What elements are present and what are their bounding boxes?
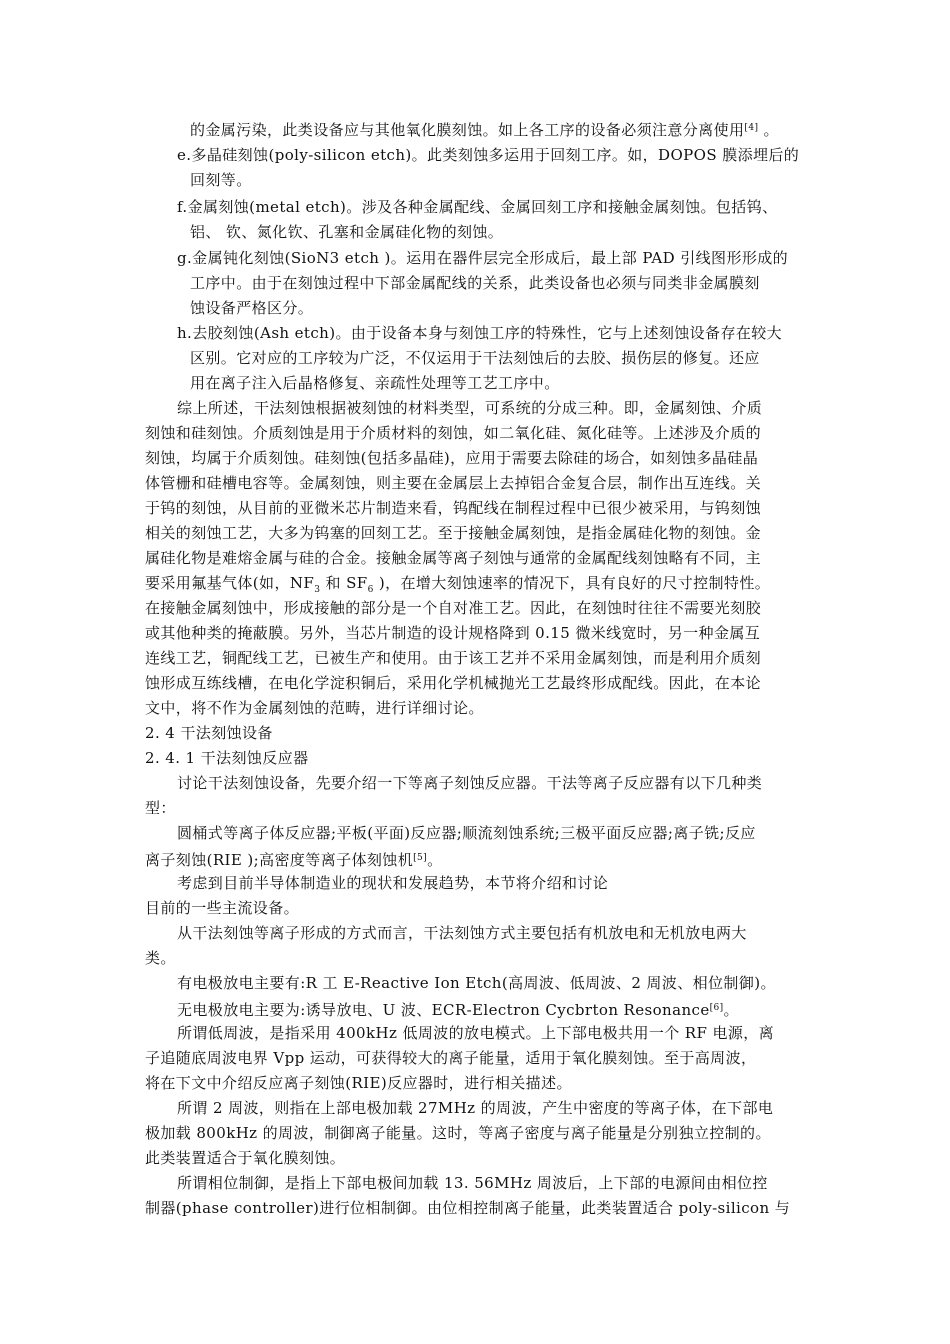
text-line: 类。 bbox=[145, 949, 176, 967]
text-line: 体管栅和硅槽电容等。金属刻蚀，则主要在金属层上去掉铝合金复合层，制作出互连线。关 bbox=[145, 474, 762, 492]
paragraph-start: 圆桶式等离子体反应器;平板(平面)反应器;顺流刻蚀系统;三极平面反应器;离子铣;反应 bbox=[177, 824, 756, 842]
citation-ref: [5] bbox=[413, 853, 428, 863]
text-line: 铝、 钦、氮化钦、孔塞和金属硅化物的刻蚀。 bbox=[190, 223, 504, 241]
text-line: 于钨的刻蚀，从目前的亚微米芯片制造来看，钨配线在制程过程中已很少被采用，与钨刻蚀 bbox=[145, 499, 762, 517]
paragraph-start: 有电极放电主要有:R 工 E-Reactive Ion Etch(高周波、低周波、2 周波、相位制御)。 bbox=[177, 974, 776, 992]
text-line: 在接触金属刻蚀中，形成接触的部分是一个自对准工艺。因此，在刻蚀时往往不需要光刻胶 bbox=[145, 599, 762, 617]
text-line: 将在下文中介绍反应离子刻蚀(RIE)反应器时，进行相关描述。 bbox=[145, 1074, 572, 1092]
text-line: 用在离子注入后晶格修复、亲疏性处理等工艺工序中。 bbox=[190, 374, 560, 392]
citation-ref: [6] bbox=[709, 1003, 724, 1013]
text-line: 蚀设备严格区分。 bbox=[190, 299, 314, 317]
text-line: 工序中。由于在刻蚀过程中下部金属配线的关系，此类设备也必须与同类非金属膜刻 bbox=[190, 274, 760, 292]
text-line: 的金属污染，此类设备应与其他氧化膜刻蚀。如上各工序的设备必须注意分离使用[4] 。 bbox=[190, 121, 779, 139]
subsection-heading: 2. 4. 1 干法刻蚀反应器 bbox=[145, 749, 309, 767]
text-line: 极加载 800kHz 的周波，制御离子能量。这时，等离子密度与离子能量是分别独立控制的。 bbox=[145, 1124, 771, 1142]
text-line: 区别。它对应的工序较为广泛，不仅运用于干法刻蚀后的去胶、损伤层的修复。还应 bbox=[190, 349, 760, 367]
paragraph-start: 从干法刻蚀等离子形成的方式而言，干法刻蚀方式主要包括有机放电和无机放电两大 bbox=[177, 924, 747, 942]
text-line: 刻蚀，均属于介质刻蚀。硅刻蚀(包括多晶硅)，应用于需要去除硅的场合，如刻蚀多晶硅晶 bbox=[145, 449, 759, 467]
text-line: 连线工艺，铜配线工艺，已被生产和使用。由于该工艺并不采用金属刻蚀，而是利用介质刻 bbox=[145, 649, 762, 667]
list-item-g: g.金属钝化刻蚀(SioN3 etch )。运用在器件层完全形成后，最上部 PAD 引线图形形成的 bbox=[177, 249, 789, 267]
text-line: 型： bbox=[145, 799, 176, 817]
subscript: 6 bbox=[367, 585, 374, 595]
paragraph-start: 所谓低周波，是指采用 400kHz 低周波的放电模式。上下部电极共用一个 RF 电源，离 bbox=[177, 1024, 775, 1042]
list-item-e: e.多晶硅刻蚀(poly-silicon etch)。此类刻蚀多运用于回刻工序。如，DOPOS 膜添埋后的 bbox=[177, 146, 800, 164]
text-line: 蚀形成互练线槽，在电化学淀积铜后，采用化学机械抛光工艺最终形成配线。因此，在本论 bbox=[145, 674, 762, 692]
text-line: 刻蚀和硅刻蚀。介质刻蚀是用于介质材料的刻蚀，如二氧化硅、氮化硅等。上述涉及介质的 bbox=[145, 424, 762, 442]
text-line: 属硅化物是难熔金属与硅的合金。接触金属等离子刻蚀与通常的金属配线刻蚀略有不同，主 bbox=[145, 549, 762, 567]
paragraph-start: 所谓 2 周波，则指在上部电极加载 27MHz 的周波，产生中密度的等离子体，在下部电 bbox=[177, 1099, 774, 1117]
text-line: 子追随底周波电界 Vpp 运动，可获得较大的离子能量，适用于氧化膜刻蚀。至于高周波， bbox=[145, 1049, 757, 1067]
subscript: 3 bbox=[314, 585, 321, 595]
paragraph-start: 所谓相位制御，是指上下部电极间加载 13. 56MHz 周波后，上下部的电源间由相位控 bbox=[177, 1174, 768, 1192]
text-line: 或其他种类的掩蔽膜。另外，当芯片制造的设计规格降到 0.15 微米线宽时，另一种金属互 bbox=[145, 624, 761, 642]
text-line: 相关的刻蚀工艺，大多为钨塞的回刻工艺。至于接触金属刻蚀，是指金属硅化物的刻蚀。金 bbox=[145, 524, 762, 542]
citation-ref: [4] bbox=[744, 123, 759, 133]
paragraph-start: 无电极放电主要为:诱导放电、U 波、ECR-Electron Cycbrton Resonance[6]。 bbox=[177, 1001, 739, 1019]
paragraph-start: 讨论干法刻蚀设备，先要介绍一下等离子刻蚀反应器。干法等离子反应器有以下几种类 bbox=[177, 774, 763, 792]
text-line: 此类装置适合于氧化膜刻蚀。 bbox=[145, 1149, 346, 1167]
text-line: 制器(phase controller)进行位相制御。由位相控制离子能量，此类装置适合 poly-silicon 与 bbox=[145, 1199, 791, 1217]
text-line: 离子刻蚀(RIE );高密度等离子体刻蚀机[5]。 bbox=[145, 851, 443, 869]
section-heading: 2. 4 干法刻蚀设备 bbox=[145, 724, 273, 742]
text-line: 目前的一些主流设备。 bbox=[145, 899, 300, 917]
paragraph-start: 综上所述，干法刻蚀根据被刻蚀的材料类型，可系统的分成三种。即，金属刻蚀、介质 bbox=[177, 399, 763, 417]
text-line: 要采用氟基气体(如，$NF_3$ 和 $SF_6$ )，在增大刻蚀速率的情况下，具有良好的尺寸控制特性。 bbox=[145, 574, 771, 595]
text-line: 文中，将不作为金属刻蚀的范畴，进行详细讨论。 bbox=[145, 699, 484, 717]
text-line: 回刻等。 bbox=[190, 171, 252, 189]
list-item-h: h.去胶刻蚀(Ash etch)。由于设备本身与刻蚀工序的特殊性，它与上述刻蚀设备存在较大 bbox=[177, 324, 783, 342]
paragraph-start: 考虑到目前半导体制造业的现状和发展趋势，本节将介绍和讨论 bbox=[177, 874, 609, 892]
list-item-f: f.金属刻蚀(metal etch)。涉及各种金属配线、金属回刻工序和接触金属刻蚀。包括钨、 bbox=[177, 198, 778, 216]
